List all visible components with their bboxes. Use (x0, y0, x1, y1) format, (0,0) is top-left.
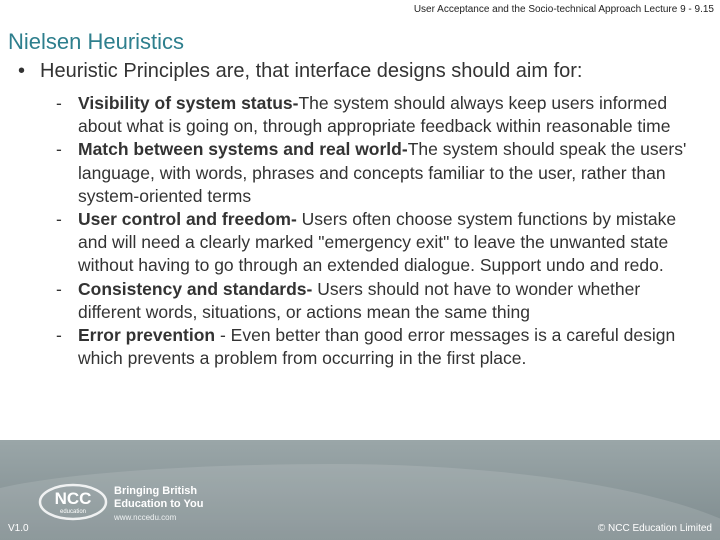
lecture-header-note: User Acceptance and the Socio-technical Approach Lecture 9 - 9.15 (413, 4, 714, 15)
slogan-line-1: Bringing British (114, 485, 198, 497)
list-item (56, 208, 706, 278)
heuristic-heading: Match between systems and real world- (78, 139, 408, 160)
ncc-logo-icon (38, 482, 108, 522)
heuristic-heading: Consistency and standards- (78, 278, 313, 299)
dash-marker: - (56, 278, 62, 299)
dash-marker: - (56, 209, 62, 230)
dash-marker: - (56, 325, 62, 346)
slide-title: Nielsen Heuristics (8, 29, 185, 54)
footer-band (0, 440, 720, 540)
intro-text: Heuristic Principles are, that interface designs should aim for: (40, 60, 583, 82)
heuristic-heading: Error prevention (78, 325, 216, 346)
ncc-logo (38, 482, 108, 522)
dash-marker: - (56, 139, 62, 160)
heuristics-list (56, 92, 706, 370)
intro-bullet-line (18, 60, 714, 83)
website-text: www.nccedu.com (114, 513, 177, 522)
copyright-text: © NCC Education Limited (597, 523, 712, 534)
dash-marker: - (56, 93, 62, 113)
heuristic-text: The system should speak the users' language, with words, phrases and concepts familiar to the user, rather than system-oriented terms (78, 139, 687, 206)
list-item (56, 324, 706, 370)
heuristic-text: Users often choose system functions by mistake and will need a clearly marked "emergency exit" to leave the unwanted state without having to go through an extended dialogue. Support undo and redo. (78, 209, 677, 276)
list-item (56, 92, 706, 138)
slogan (114, 485, 203, 511)
heuristic-text: The system should always keep users informed about what is going on, through appropriate feedback within reasonable time (78, 93, 671, 137)
list-item (56, 278, 706, 324)
heuristic-heading: Visibility of system status- (78, 93, 299, 113)
list-item (56, 138, 706, 208)
heuristic-text: Users should not have to wonder whether different words, situations, or actions mean the same thing (78, 278, 641, 322)
heuristic-heading: User control and freedom- (78, 209, 297, 230)
heuristic-text: - Even better than good error messages is a careful design which prevents a problem from occurring in the first place. (78, 325, 676, 369)
logo-text: NCC (54, 489, 92, 508)
slogan-line-2: Education to You (114, 498, 204, 510)
version-label: V1.0 (8, 523, 29, 534)
bullet-icon: • (18, 60, 26, 82)
logo-subtext: education (59, 509, 87, 515)
